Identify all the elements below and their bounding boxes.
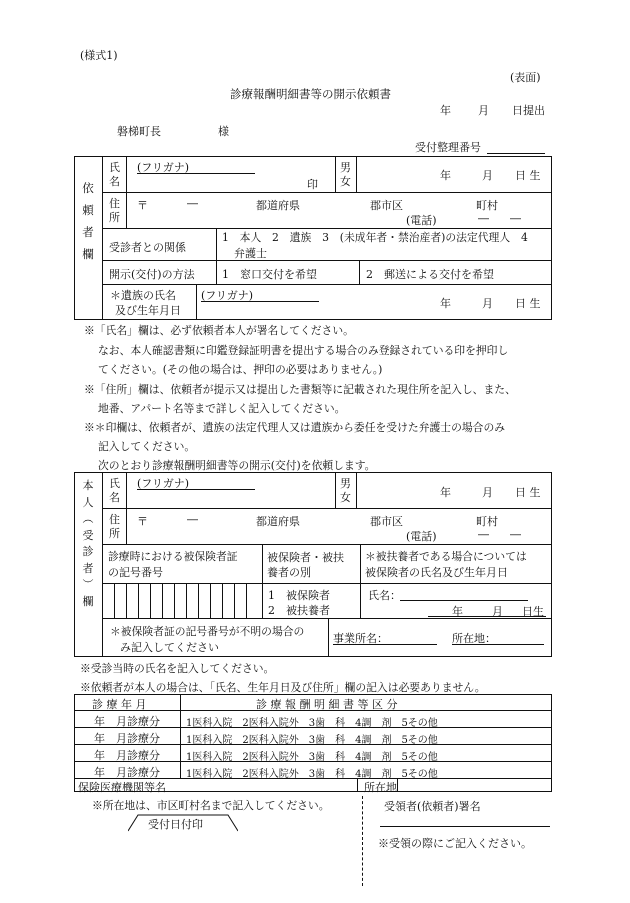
- submit-year: 年: [440, 104, 451, 117]
- receipt-date-stamp-label: 受付日付印: [148, 818, 203, 831]
- recipient-signature-field[interactable]: [380, 826, 550, 827]
- insurance-number-label-cont: の記号番号: [108, 566, 163, 579]
- postal-dash: ―: [187, 513, 198, 526]
- note-signature: ※「氏名」欄は、必ず依頼者本人が署名してください。: [84, 324, 354, 337]
- requester-city: 郡市区: [370, 199, 403, 212]
- claim-types[interactable]: 1医科入院 2医科入院外 3歯 科 4調 剤 5その他: [186, 769, 438, 780]
- insurance-number-label: 診療時における被保険者証: [108, 550, 238, 563]
- deceased-name-field[interactable]: [201, 301, 319, 302]
- mayor-honorific: 様: [218, 125, 229, 138]
- side-label: (表面): [510, 71, 541, 84]
- cut-line: [362, 796, 363, 886]
- recipient-note: ※受領の際にご記入ください。: [378, 837, 532, 850]
- insurance-digit-box[interactable]: [246, 583, 247, 618]
- requester-prefecture: 都道府県: [256, 199, 300, 212]
- relation-options[interactable]: 1 本人 2 遺族 3 (未成年者・禁治産者)の法定代理人 4: [222, 231, 528, 244]
- patient-town: 町村: [476, 515, 498, 528]
- claim-types[interactable]: 1医科入院 2医科入院外 3歯 科 4調 剤 5その他: [186, 752, 438, 763]
- insurance-digit-box[interactable]: [138, 583, 139, 618]
- phone-dash: ―: [510, 212, 521, 225]
- note-asterisk: ※＊印欄は、依頼者が、遺族の法定代理人又は遺族から委任を受けた弁護士の場合のみ: [84, 421, 506, 434]
- claim-date[interactable]: 年 月診療分: [94, 715, 160, 728]
- page-title: 診療報酬明細書等の開示依頼書: [230, 87, 391, 101]
- insurance-digit-box[interactable]: [222, 583, 223, 618]
- patient-birth-month: 月: [482, 486, 493, 499]
- patient-furigana: (フリガナ): [137, 477, 190, 490]
- phone-dash: ―: [478, 528, 489, 541]
- dependent-option[interactable]: 2 被扶養者: [268, 604, 330, 617]
- seal-mark: 印: [307, 178, 318, 191]
- insured-name-label: 氏名：: [368, 589, 401, 602]
- phone-dash: ―: [510, 528, 521, 541]
- claims-header-type: 診 療 報 酬 明 細 書 等 区 分: [256, 698, 398, 711]
- facility-location-label: 所在地: [364, 781, 397, 794]
- insurance-digit-box[interactable]: [186, 583, 187, 618]
- dependent-label-cont: 被保険者の氏名及び生年月日: [365, 566, 508, 579]
- requester-name-label: 氏 名: [109, 161, 120, 188]
- note-seal-cont: てください。(その他の場合は、押印の必要はありません。): [98, 363, 383, 376]
- deceased-furigana: (フリガナ): [201, 289, 254, 302]
- claims-header-date: 診 療 年 月: [92, 698, 147, 711]
- patient-name-label: 氏 名: [109, 477, 120, 504]
- requester-section-label: 依 頼 者 欄: [82, 181, 94, 261]
- requester-birth-year: 年: [440, 169, 451, 182]
- insurance-digit-box[interactable]: [234, 583, 235, 618]
- office-name-field[interactable]: [333, 644, 437, 645]
- note-seal: なお、本人確認書類に印鑑登録証明書を提出する場合のみ登録されている印を押印し: [98, 344, 509, 357]
- insurance-digit-box[interactable]: [198, 583, 199, 618]
- requester-birth-day: 日 生: [515, 169, 541, 182]
- patient-name-field[interactable]: [137, 489, 255, 490]
- patient-birth-year: 年: [440, 486, 451, 499]
- unknown-number-label-cont: み記入してください: [120, 641, 219, 654]
- patient-gender[interactable]: 男 女: [340, 477, 351, 504]
- claim-types[interactable]: 1医科入院 2医科入院外 3歯 科 4調 剤 5その他: [186, 735, 438, 746]
- note-address: ※「住所」欄は、依頼者が提示又は提出した書類等に記載された現住所を記入し、また、: [84, 383, 516, 396]
- deceased-birth-year: 年: [440, 297, 451, 310]
- insured-name-field[interactable]: [400, 600, 528, 601]
- patient-section-label: 本 人 ︵ 受 診 者 ︶ 欄: [82, 479, 94, 608]
- insured-birth-year: 年: [452, 605, 463, 618]
- requester-birth-month: 月: [482, 169, 493, 182]
- office-location-label: 所在地：: [452, 632, 496, 645]
- requester-name-field[interactable]: [137, 173, 255, 174]
- requester-town: 町村: [476, 199, 498, 212]
- insurance-digit-box[interactable]: [174, 583, 175, 618]
- claim-date[interactable]: 年 月診療分: [94, 749, 160, 762]
- insured-type-label-cont: 養者の別: [267, 566, 311, 579]
- patient-prefecture: 都道府県: [256, 515, 300, 528]
- deceased-name-label: ＊遺族の氏名: [110, 289, 176, 302]
- insurance-digit-box[interactable]: [162, 583, 163, 618]
- requester-gender[interactable]: 男 女: [340, 161, 351, 188]
- requester-address-label: 住 所: [109, 197, 120, 224]
- submit-month: 月: [478, 104, 489, 117]
- postal-dash: ―: [187, 197, 198, 210]
- insurance-digit-box[interactable]: [150, 583, 151, 618]
- insurance-digit-box[interactable]: [114, 583, 115, 618]
- form-number: (様式1): [80, 49, 118, 62]
- mayor-name: 磐梯町長: [117, 125, 161, 138]
- office-location-field[interactable]: [452, 644, 544, 645]
- note-asterisk-cont: 記入してください。: [98, 440, 196, 453]
- receipt-number-field[interactable]: [487, 153, 545, 154]
- request-statement: 次のとおり診療報酬明細書等の開示(交付)を依頼します。: [98, 459, 376, 472]
- insured-birth-day: 日生: [522, 605, 544, 618]
- receipt-number-label: 受付整理番号: [415, 141, 481, 154]
- method-mail[interactable]: 2 郵送による交付を希望: [366, 268, 494, 281]
- requester-phone: (電話): [406, 214, 437, 227]
- relation-options-lawyer[interactable]: 弁護士: [234, 247, 267, 260]
- method-label: 開示(交付)の方法: [109, 268, 195, 281]
- patient-birth-day: 日 生: [515, 486, 541, 499]
- postal-mark: 〒: [137, 199, 148, 212]
- deceased-birth-day: 日 生: [515, 297, 541, 310]
- requester-furigana: (フリガナ): [137, 161, 190, 174]
- note-address-cont: 地番、アパート名等まで詳しく記入してください。: [98, 402, 346, 415]
- note-self-request: ※依頼者が本人の場合は、「氏名、生年月日及び住所」欄の記入は必要ありません。: [80, 681, 486, 694]
- deceased-birth-month: 月: [482, 297, 493, 310]
- claim-date[interactable]: 年 月診療分: [94, 766, 160, 779]
- claim-date[interactable]: 年 月診療分: [94, 732, 160, 745]
- note-location: ※所在地は、市区町村名まで記入してください。: [92, 799, 330, 812]
- recipient-signature-label: 受領者(依頼者)署名: [384, 800, 481, 813]
- insured-birth-month: 月: [492, 605, 503, 618]
- insured-type-label: 被保険者・被扶: [267, 551, 344, 564]
- phone-dash: ―: [478, 212, 489, 225]
- note-patient-name: ※受診当時の氏名を記入してください。: [80, 662, 275, 675]
- unknown-number-label: ＊被保険者証の記号番号が不明の場合の: [110, 625, 305, 638]
- claim-types[interactable]: 1医科入院 2医科入院外 3歯 科 4調 剤 5その他: [186, 718, 438, 729]
- office-name-label: 事業所名：: [333, 632, 388, 645]
- insurance-digit-box[interactable]: [126, 583, 127, 618]
- relation-label: 受診者との関係: [109, 241, 186, 254]
- postal-mark: 〒: [137, 515, 148, 528]
- patient-city: 郡市区: [370, 515, 403, 528]
- insured-option[interactable]: 1 被保険者: [268, 589, 330, 602]
- submit-day: 日提出: [512, 104, 545, 117]
- method-counter[interactable]: 1 窓口交付を希望: [222, 268, 317, 281]
- facility-name-label: 保険医療機関等名: [78, 781, 166, 794]
- dependent-label: ＊被扶養者である場合については: [365, 550, 527, 563]
- patient-phone: (電話): [406, 530, 437, 543]
- patient-address-label: 住 所: [109, 513, 120, 540]
- insurance-digit-box[interactable]: [210, 583, 211, 618]
- deceased-birth-label: 及び生年月日: [115, 304, 181, 317]
